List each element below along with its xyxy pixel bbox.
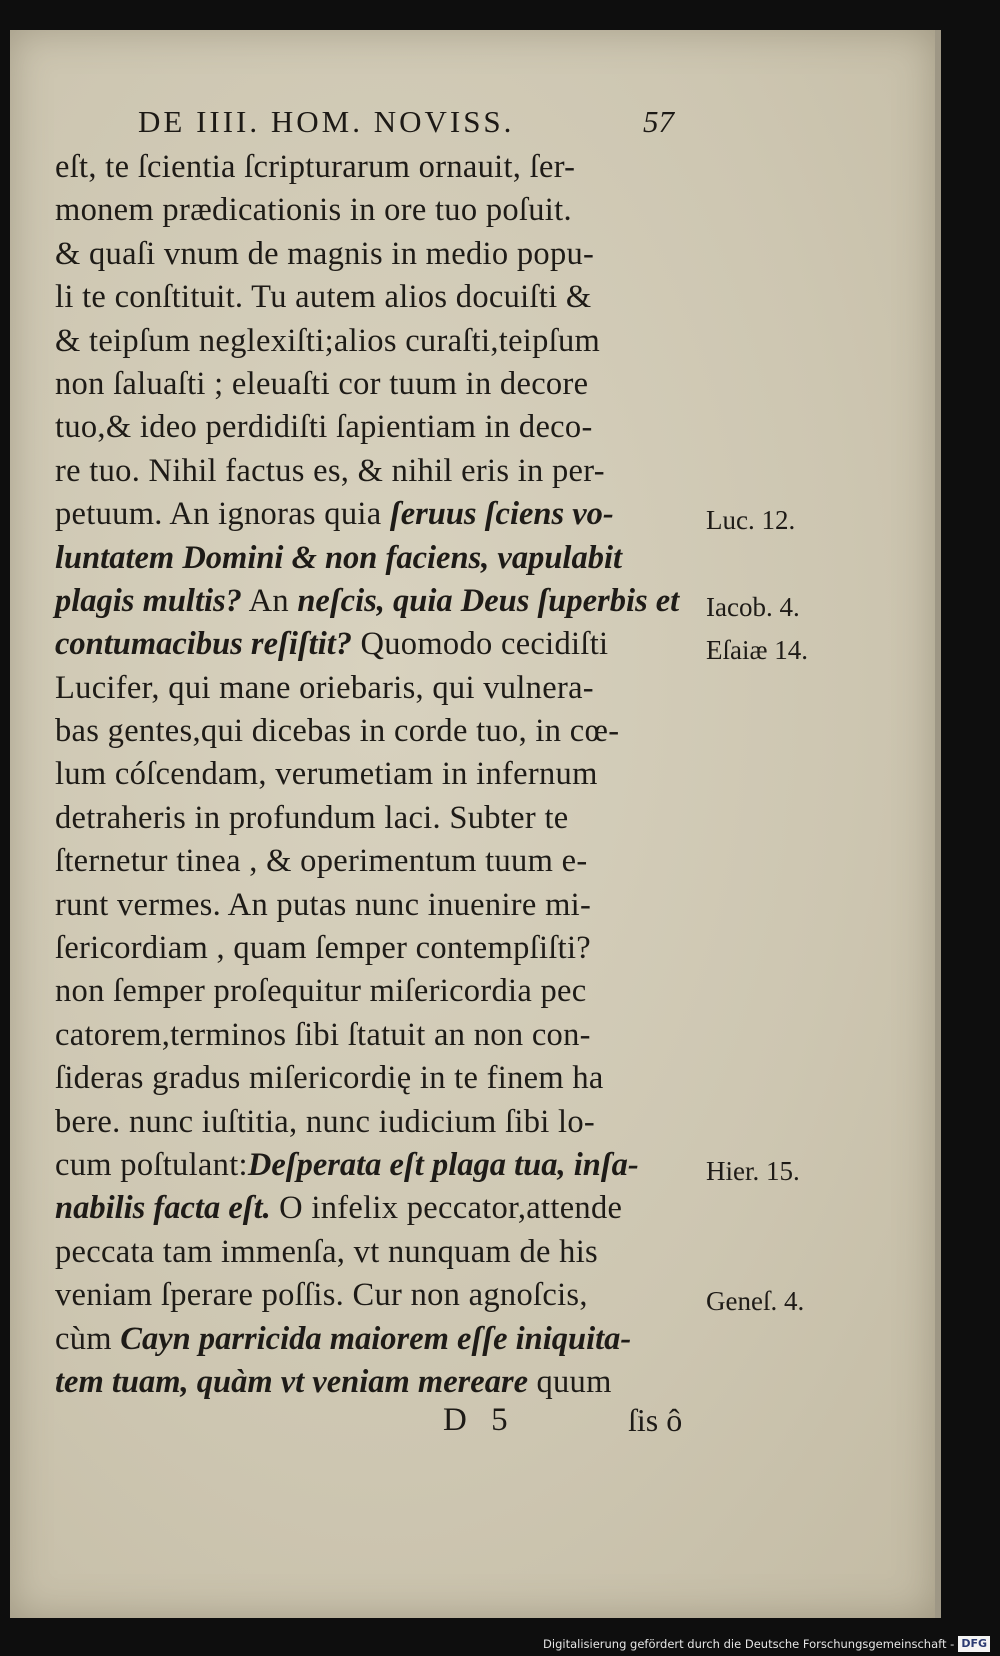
text-line <box>55 320 735 363</box>
text-run: An <box>241 582 298 619</box>
margin-reference: Eſaiæ 14. <box>706 635 808 666</box>
running-title: DE IIII. HOM. NOVISS. <box>138 104 515 139</box>
text-line <box>55 1231 735 1274</box>
text-run: ſternetur tinea , & operimentum tuum e- <box>55 843 588 880</box>
text-line <box>55 493 735 536</box>
text-line <box>55 1274 735 1317</box>
italic-quotation: ſeruus ſciens vo- <box>389 496 614 533</box>
credit-text: Digitalisierung gefördert durch die Deutsche Forschungsgemeinschaft - <box>543 1637 955 1651</box>
italic-quotation: nabilis facta eſt. <box>55 1190 271 1227</box>
text-run: Quomodo cecidiſti <box>352 626 609 663</box>
text-run: quum <box>528 1363 612 1400</box>
text-run: re tuo. Nihil factus es, & nihil eris in per- <box>55 452 605 489</box>
main-text <box>55 146 735 1404</box>
text-run: eſt, te ſcientia ſcripturarum ornauit, ſer- <box>55 149 576 185</box>
catchword: ſis ô <box>628 1402 683 1438</box>
text-run: lum cóſcendam, verumetiam in infernum <box>55 756 598 793</box>
text-run: monem prædicationis in ore tuo poſuit. <box>55 192 572 229</box>
text-run: non ſaluaſti ; eleuaſti cor tuum in decore <box>55 365 589 402</box>
text-run: veniam ſperare poſſis. Cur non agnoſcis, <box>55 1277 588 1314</box>
text-run: Lucifer, qui mane oriebaris, qui vulnera- <box>55 669 594 706</box>
text-run: bere. nunc iuſtitia, nunc iudicium ſibi lo- <box>55 1103 596 1140</box>
text-line <box>55 450 735 493</box>
text-run: petuum. An ignoras quia <box>55 496 390 533</box>
margin-reference: Luc. 12. <box>706 505 796 536</box>
text-line <box>55 363 735 406</box>
text-line <box>55 1361 735 1404</box>
digitization-credit <box>543 1634 990 1654</box>
text-line <box>55 580 735 623</box>
text-line <box>55 623 735 666</box>
text-run: catorem,terminos ſibi ſtatuit an non con- <box>55 1016 591 1053</box>
margin-reference: Iacob. 4. <box>706 592 800 622</box>
text-line <box>55 970 735 1013</box>
italic-quotation: Deſperata eſt plaga tua, inſa- <box>247 1146 639 1183</box>
text-line <box>55 189 735 232</box>
text-line <box>55 233 735 276</box>
text-line <box>55 927 735 970</box>
text-run: runt vermes. An putas nunc inuenire mi- <box>55 886 592 923</box>
text-run: cùm <box>55 1320 121 1357</box>
italic-quotation: Cayn parricida maiorem eſſe iniquita- <box>120 1320 632 1357</box>
text-line <box>55 797 735 840</box>
text-line <box>55 1057 735 1100</box>
text-line <box>55 537 735 580</box>
text-line <box>55 667 735 710</box>
text-run: peccata tam immenſa, vt nunquam de his <box>55 1233 598 1270</box>
text-line <box>55 753 735 796</box>
text-line <box>55 1101 735 1144</box>
text-run: cum poſtulant: <box>55 1146 248 1183</box>
signature-mark: D 5 <box>443 1402 516 1438</box>
italic-quotation: tem tuam, quàm vt veniam mereare <box>55 1363 529 1400</box>
text-run: ſideras gradus miſericordię in te finem ha <box>55 1060 604 1097</box>
margin-reference: Hier. 15. <box>706 1156 800 1187</box>
text-line <box>55 1187 735 1230</box>
page-number: 57 <box>643 104 674 139</box>
margin-reference: Geneſ. 4. <box>706 1286 805 1317</box>
italic-quotation: plagis multis? <box>55 582 242 619</box>
text-run: bas gentes,qui dicebas in corde tuo, in cœ- <box>55 713 620 750</box>
italic-quotation: luntatem Domini & non faciens, vapulabit <box>55 539 623 576</box>
dfg-logo: DFG <box>958 1636 990 1652</box>
text-line <box>55 1014 735 1057</box>
text-line <box>55 884 735 927</box>
italic-quotation: neſcis, quia Deus ſuperbis et <box>297 582 680 619</box>
text-run: & quaſi vnum de magnis in medio popu- <box>55 235 595 272</box>
text-line <box>55 710 735 753</box>
text-line <box>55 146 735 189</box>
text-run: detraheris in profundum laci. Subter te <box>55 799 569 836</box>
text-line <box>55 1144 735 1187</box>
text-run: & teipſum neglexiſti;alios curaſti,teipſum <box>55 322 601 359</box>
text-run: non ſemper proſequitur miſericordia pec <box>55 973 587 1010</box>
text-run: O infelix peccator,attende <box>270 1190 623 1227</box>
running-head <box>138 104 698 148</box>
text-line <box>55 1318 735 1361</box>
text-run: ſericordiam , quam ſemper contempſiſti? <box>55 930 592 967</box>
text-run: li te conſtituit. Tu autem alios docuiſti & <box>55 279 592 316</box>
text-line <box>55 276 735 319</box>
text-line <box>55 840 735 883</box>
text-run: tuo,& ideo perdidiſti ſapientiam in deco- <box>55 409 593 446</box>
text-line <box>55 406 735 449</box>
italic-quotation: contumacibus reſiſtit? <box>55 626 353 663</box>
